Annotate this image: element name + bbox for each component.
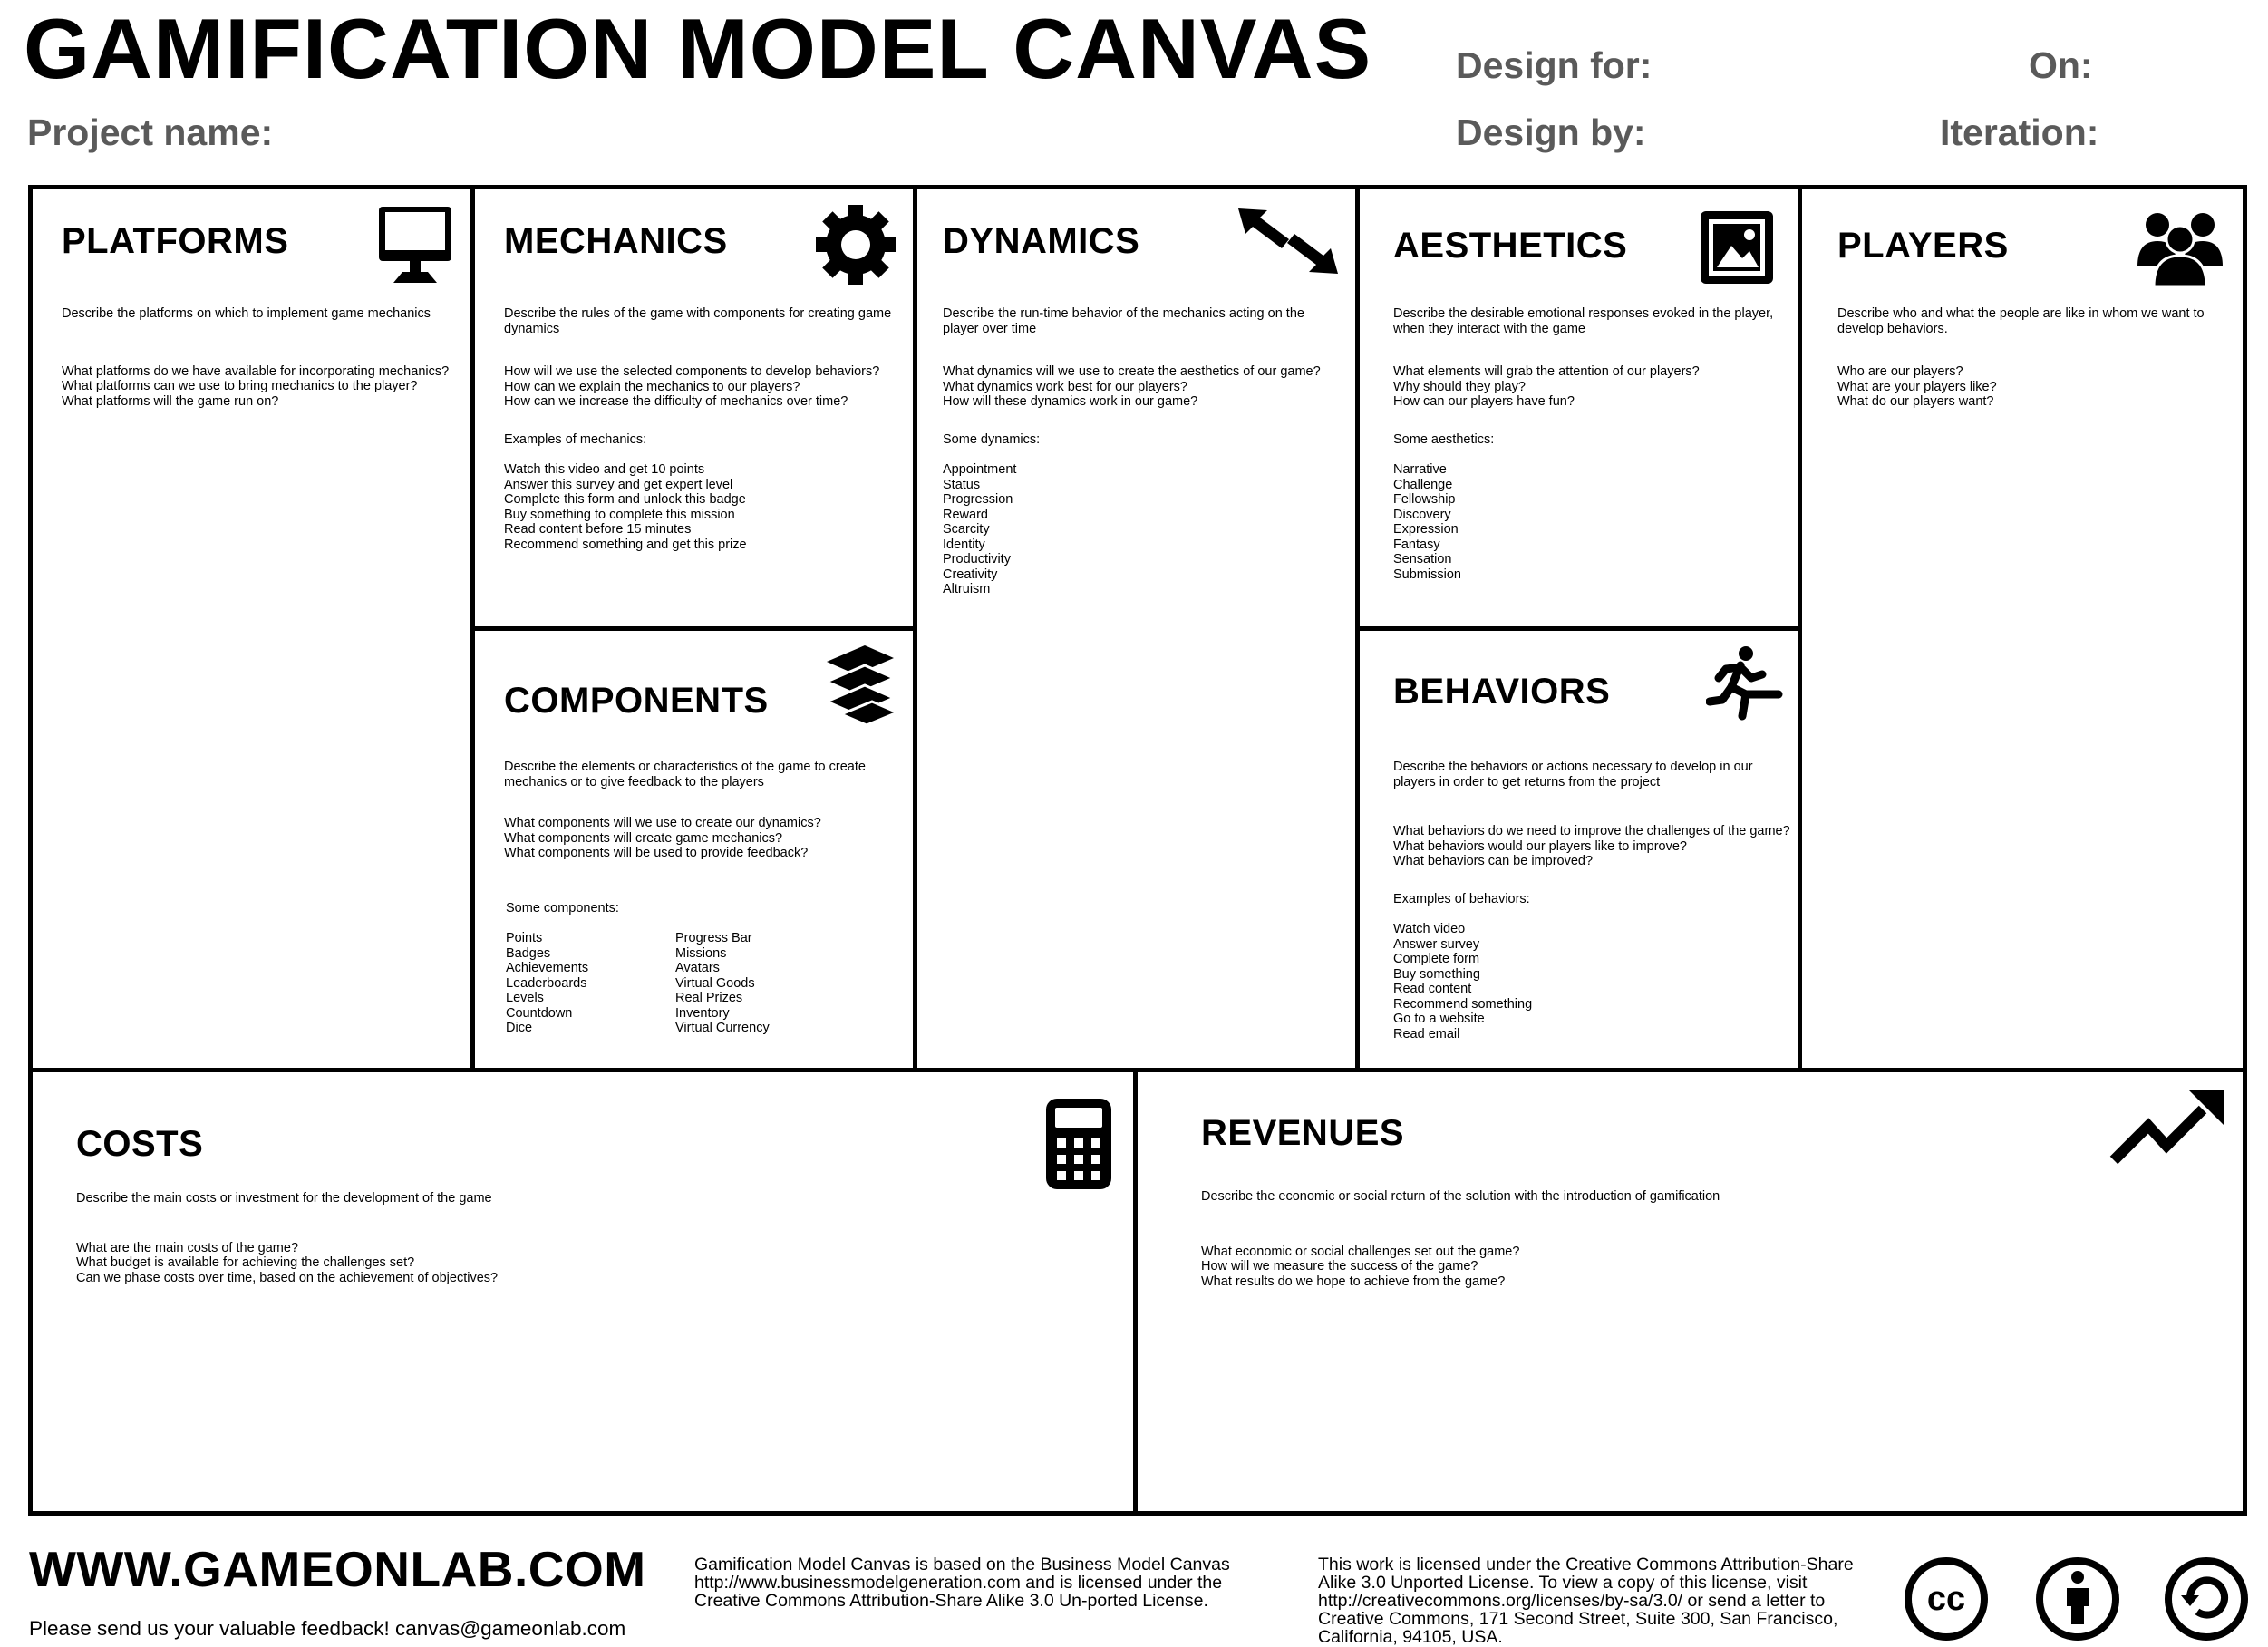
- feedback-text: Please send us your valuable feedback! canvas@gameonlab.com: [29, 1617, 626, 1640]
- aesthetics-description: Describe the desirable emotional responses evoked in the player, when they interact with the game: [1393, 306, 1774, 336]
- mechanics-questions: [504, 364, 894, 410]
- cc-label: cc: [1926, 1580, 1966, 1618]
- list-item: Fantasy: [1393, 537, 1440, 552]
- list-item: Answer survey: [1393, 936, 1480, 952]
- list-item: Read email: [1393, 1026, 1460, 1041]
- question: How can our players have fun?: [1393, 394, 1575, 409]
- dynamics-questions: [943, 364, 1342, 410]
- question: How can we explain the mechanics to our players?: [504, 379, 800, 394]
- cc-icon[interactable]: [1903, 1555, 1990, 1647]
- components-examples-col2: [675, 931, 770, 1036]
- aesthetics-examples-label: Some aesthetics:: [1393, 431, 1495, 447]
- question: Can we phase costs over time, based on the achievement of objectives?: [76, 1270, 499, 1285]
- list-item: Narrative: [1393, 462, 1447, 477]
- list-item: Answer this survey and get expert level: [504, 477, 733, 492]
- question: Who are our players?: [1837, 364, 1963, 379]
- question: What behaviors can be improved?: [1393, 854, 1594, 868]
- question: How will we use the selected components to develop behaviors?: [504, 364, 880, 379]
- question: What results do we hope to achieve from the game?: [1201, 1274, 1506, 1289]
- gear-icon: [814, 203, 897, 291]
- costs-title: COSTS: [76, 1124, 204, 1164]
- components-description: Describe the elements or characteristics of the game to create mechanics or to give feedback to the players: [504, 760, 866, 790]
- dynamics-title: DYNAMICS: [943, 221, 1140, 261]
- question: What economic or social challenges set out the game?: [1201, 1244, 1520, 1259]
- design-by-label: Design by:: [1456, 111, 1646, 153]
- behaviors-questions: [1393, 824, 1792, 869]
- list-item: Virtual Goods: [675, 975, 755, 991]
- list-item: Creativity: [943, 567, 998, 582]
- list-item: Go to a website: [1393, 1012, 1485, 1026]
- mechanics-examples: [504, 462, 894, 552]
- on-label: On:: [2029, 44, 2093, 86]
- list-item: Status: [943, 477, 981, 492]
- costs-description: Describe the main costs or investment for the development of the game: [76, 1191, 492, 1206]
- list-item: Complete this form and unlock this badge: [504, 492, 746, 507]
- question: What platforms will the game run on?: [62, 393, 279, 409]
- question: What behaviors would our players like to improve?: [1393, 838, 1687, 854]
- list-item: Recommend something: [1393, 996, 1533, 1012]
- question: What behaviors do we need to improve the challenges of the game?: [1393, 824, 1790, 838]
- list-item: Watch this video and get 10 points: [504, 462, 705, 477]
- based-on-text: Gamification Model Canvas is based on the Business Model Canvas http://www.businessmodelgeneration.com and is licensed under the Creative Commons Attribution-Share Alike 3.0 Un-ported License.: [694, 1555, 1230, 1611]
- revenues-description: Describe the economic or social return of the solution with the introduction of gamification: [1201, 1189, 1720, 1204]
- players-questions: [1837, 364, 2218, 410]
- divider: [470, 626, 916, 631]
- site-url[interactable]: WWW.GAMEONLAB.COM: [29, 1541, 646, 1597]
- question: How will we measure the success of the game?: [1201, 1259, 1478, 1274]
- list-item: Badges: [506, 945, 551, 961]
- question: What elements will grab the attention of our players?: [1393, 364, 1700, 379]
- list-item: Avatars: [675, 961, 720, 975]
- list-item: Sensation: [1393, 552, 1452, 567]
- components-section[interactable]: [504, 683, 903, 1036]
- divider: [1355, 626, 1800, 631]
- revenues-section[interactable]: [1201, 1115, 2198, 1289]
- components-questions: [504, 816, 903, 861]
- mechanics-examples-label: Examples of mechanics:: [504, 431, 647, 447]
- list-item: Fellowship: [1393, 492, 1456, 507]
- players-description: Describe who and what the people are like in whom we want to develop behaviors.: [1837, 306, 2205, 336]
- behaviors-title: BEHAVIORS: [1393, 672, 1611, 712]
- aesthetics-title: AESTHETICS: [1393, 226, 1628, 266]
- divider: [1133, 1070, 1138, 1516]
- list-item: Levels: [506, 991, 544, 1005]
- list-item: Dice: [506, 1021, 533, 1035]
- share-alike-icon[interactable]: [2163, 1555, 2250, 1647]
- question: How will these dynamics work in our game?: [943, 394, 1198, 409]
- behaviors-examples: [1393, 922, 1792, 1041]
- dynamics-examples: [943, 462, 1342, 597]
- question: How can we increase the difficulty of mechanics over time?: [504, 394, 848, 409]
- list-item: Achievements: [506, 961, 589, 975]
- list-item: Productivity: [943, 552, 1011, 567]
- aesthetics-examples: [1393, 462, 1792, 582]
- list-item: Read content: [1393, 982, 1472, 996]
- question: Why should they play?: [1393, 379, 1526, 394]
- components-examples-label: Some components:: [506, 900, 619, 916]
- mechanics-title: MECHANICS: [504, 221, 728, 261]
- list-item: Complete form: [1393, 952, 1480, 966]
- list-item: Expression: [1393, 522, 1459, 537]
- list-item: Missions: [675, 945, 727, 961]
- revenues-title: REVENUES: [1201, 1113, 1405, 1153]
- question: What do our players want?: [1837, 394, 1994, 409]
- arrows-icon: [1236, 207, 1340, 280]
- components-title: COMPONENTS: [504, 681, 769, 721]
- list-item: Points: [506, 931, 543, 945]
- list-item: Virtual Currency: [675, 1021, 770, 1035]
- list-item: Discovery: [1393, 507, 1451, 522]
- iteration-label: Iteration:: [1940, 111, 2099, 153]
- question: What components will we use to create our dynamics?: [504, 816, 821, 830]
- costs-section[interactable]: [76, 1126, 1119, 1285]
- components-examples-col1: [506, 931, 675, 1036]
- components-examples: [504, 931, 903, 1036]
- question: What are the main costs of the game?: [76, 1240, 299, 1255]
- list-item: Progression: [943, 492, 1013, 507]
- question: What platforms can we use to bring mechanics to the player?: [62, 379, 418, 393]
- divider: [28, 1068, 2247, 1072]
- mechanics-description: Describe the rules of the game with components for creating game dynamics: [504, 306, 892, 336]
- question: What are your players like?: [1837, 379, 1997, 394]
- list-item: Recommend something and get this prize: [504, 537, 747, 552]
- list-item: Challenge: [1393, 477, 1453, 492]
- list-item: Leaderboards: [506, 975, 587, 991]
- costs-questions: [76, 1241, 1119, 1286]
- players-title: PLAYERS: [1837, 226, 2009, 266]
- list-item: Submission: [1393, 567, 1461, 582]
- list-item: Altruism: [943, 582, 991, 596]
- list-item: Buy something: [1393, 966, 1480, 982]
- page-title: GAMIFICATION MODEL CANVAS: [24, 1, 1372, 96]
- list-item: Buy something to complete this mission: [504, 507, 735, 522]
- platforms-description: Describe the platforms on which to implement game mechanics: [62, 306, 431, 321]
- project-name-label: Project name:: [27, 111, 274, 153]
- trend-up-icon: [2108, 1088, 2226, 1170]
- monitor-icon: [377, 205, 453, 287]
- dynamics-examples-label: Some dynamics:: [943, 431, 1041, 447]
- list-item: Identity: [943, 537, 985, 552]
- design-for-label: Design for:: [1456, 44, 1653, 86]
- revenues-questions: [1201, 1245, 2198, 1290]
- list-item: Countdown: [506, 1005, 573, 1021]
- list-item: Reward: [943, 507, 988, 522]
- list-item: Watch video: [1393, 922, 1466, 936]
- picture-icon: [1699, 209, 1775, 290]
- question: What components will be used to provide feedback?: [504, 846, 809, 860]
- question: What components will create game mechanics?: [504, 830, 783, 846]
- list-item: Appointment: [943, 462, 1017, 477]
- platforms-questions: [62, 364, 460, 410]
- platforms-title: PLATFORMS: [62, 221, 289, 261]
- question: What dynamics work best for our players?: [943, 379, 1187, 394]
- question: What platforms do we have available for incorporating mechanics?: [62, 363, 450, 379]
- users-icon: [2137, 208, 2223, 291]
- dynamics-description: Describe the run-time behavior of the mechanics acting on the player over time: [943, 306, 1304, 336]
- list-item: Real Prizes: [675, 991, 743, 1005]
- calculator-icon: [1046, 1099, 1111, 1194]
- attribution-icon[interactable]: [2034, 1555, 2121, 1647]
- behaviors-description: Describe the behaviors or actions necessary to develop in our players in order to get returns from the project: [1393, 760, 1753, 790]
- list-item: Scarcity: [943, 522, 990, 537]
- list-item: Progress Bar: [675, 931, 752, 945]
- behaviors-examples-label: Examples of behaviors:: [1393, 891, 1530, 906]
- question: What budget is available for achieving the challenges set?: [76, 1255, 415, 1270]
- list-item: Read content before 15 minutes: [504, 522, 692, 537]
- runner-icon: [1706, 645, 1786, 726]
- layers-icon: [819, 644, 901, 731]
- behaviors-section[interactable]: [1393, 673, 1792, 1041]
- list-item: Inventory: [675, 1005, 730, 1021]
- aesthetics-questions: [1393, 364, 1792, 410]
- license-text: This work is licensed under the Creative Commons Attribution-Share Alike 3.0 Unported License. To view a copy of this license, visit http://creativecommons.org/licenses/by-sa/3.0/ or send a letter to Creative Commons, 171 Second Street, Suite 300, San Francisco, California, 94105, USA.: [1318, 1555, 1854, 1647]
- question: What dynamics will we use to create the aesthetics of our game?: [943, 364, 1321, 379]
